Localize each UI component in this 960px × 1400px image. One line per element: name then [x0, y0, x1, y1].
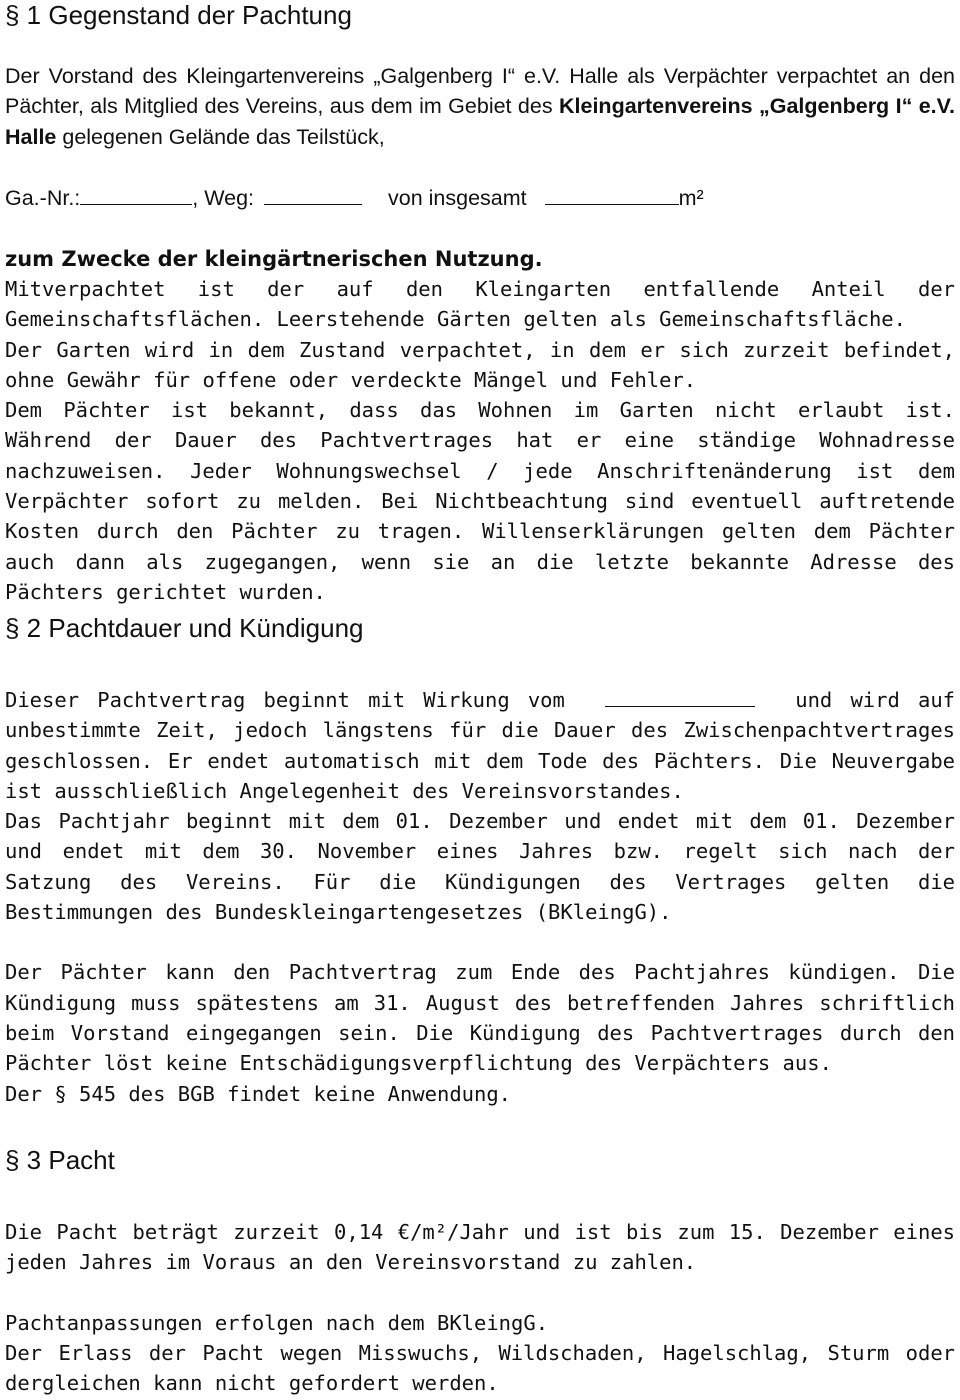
section-2-paragraph-2: Das Pachtjahr beginnt mit dem 01. Dezember und endet mit dem 01. Dezember und endet mit dem 30. November eines Jahres bzw. regelt sich nach der Satzung des Vereins. Für die Kündigungen des Vertrages gelten die Bestimmungen des Bundeskleingartengesetzes (BKleingG).	[5, 809, 955, 925]
section-3-body	[5, 1217, 955, 1398]
section-1-paragraph-2: Mitverpachtet ist der auf den Kleingarten entfallende Anteil der Gemeinschaftsflächen. Leerstehende Gärten gelten als Gemeinschaftsfläche.	[5, 277, 955, 332]
section-1-paragraph-1: Der Vorstand des Kleingartenvereins „Galgenberg I“ e.V. Halle als Verpächter verpachtet an den Pächter, als Mitglied des Vereins, aus dem im Gebiet des Kleingartenvereins „Galgenberg I“ e.V. Halle gelegenen Gelände das Teilstück,	[5, 64, 955, 149]
garden-number-label: Ga.-Nr.:	[5, 186, 81, 210]
section-2-heading: § 2 Pachtdauer und Kündigung	[5, 613, 364, 643]
purpose-line: zum Zwecke der kleingärtnerischen Nutzung.	[5, 247, 543, 271]
garden-number-field[interactable]	[80, 185, 192, 205]
plot-details-line	[5, 183, 955, 213]
section-1-heading: § 1 Gegenstand der Pachtung	[5, 0, 352, 30]
section-2-paragraph-4: Der § 545 des BGB findet keine Anwendung.	[5, 1081, 512, 1106]
path-field[interactable]	[264, 185, 362, 205]
section-1-paragraph-3: Der Garten wird in dem Zustand verpachtet, in dem er sich zurzeit befindet, ohne Gewähr für offene oder verdeckte Mängel und Fehler.	[5, 337, 955, 392]
association-name: Kleingartenvereins „Galgenberg I“ e.V. Halle	[5, 94, 955, 149]
section-3-paragraph-3: Der Erlass der Pacht wegen Misswuchs, Wildschaden, Hagelschlag, Sturm oder dergleichen kann nicht gefordert werden.	[5, 1340, 955, 1396]
area-unit: m²	[678, 186, 704, 210]
section-2-paragraph-3: Der Pächter kann den Pachtvertrag zum Ende des Pachtjahres kündigen. Die Kündigung muss spätestens am 31. August des betreffenden Jahres schriftlich beim Vorstand eingegangen sein. Die Kündigung des Pachtvertrages durch den Pächter löst keine Entschädigungsverpflichtung des Verpächters aus.	[5, 960, 955, 1076]
section-1-body	[5, 274, 955, 607]
section-2-body	[5, 685, 955, 1109]
path-label: , Weg:	[192, 186, 255, 210]
section-3-heading: § 3 Pacht	[5, 1145, 115, 1175]
area-field[interactable]	[545, 185, 679, 205]
section-2-paragraph-1: Dieser Pachtvertrag beginnt mit Wirkung vom und wird auf unbestimmte Zeit, jedoch längstens für die Dauer des Zwischenpachtvertrages geschlossen. Er endet automatisch mit dem Tode des Pächters. Die Neuvergabe ist ausschließlich Angelegenheit des Vereinsvorstandes.	[5, 688, 956, 803]
section-3-paragraph-1: Die Pacht beträgt zurzeit 0,14 €/m²/Jahr und ist bis zum 15. Dezember eines jeden Jahres im Voraus an den Vereinsvorstand zu zahlen.	[5, 1220, 955, 1275]
area-label: von insgesamt	[388, 186, 527, 210]
start-date-field[interactable]	[605, 687, 755, 707]
section-3-paragraph-2: Pachtanpassungen erfolgen nach dem BKleingG.	[5, 1310, 549, 1335]
section-1-paragraph-4: Dem Pächter ist bekannt, dass das Wohnen im Garten nicht erlaubt ist. Während der Dauer des Pachtvertrages hat er eine ständige Wohnadresse nachzuweisen. Jeder Wohnungswechsel / jede Anschriftenänderung ist dem Verpächter sofort zu melden. Bei Nichtbeachtung sind eventuell auftretende Kosten durch den Pächter zu tragen. Willenserklärungen gelten dem Pächter auch dann als zugegangen, wenn sie an die letzte bekannte Adresse des Pächters gerichtet wurden.	[5, 398, 955, 604]
